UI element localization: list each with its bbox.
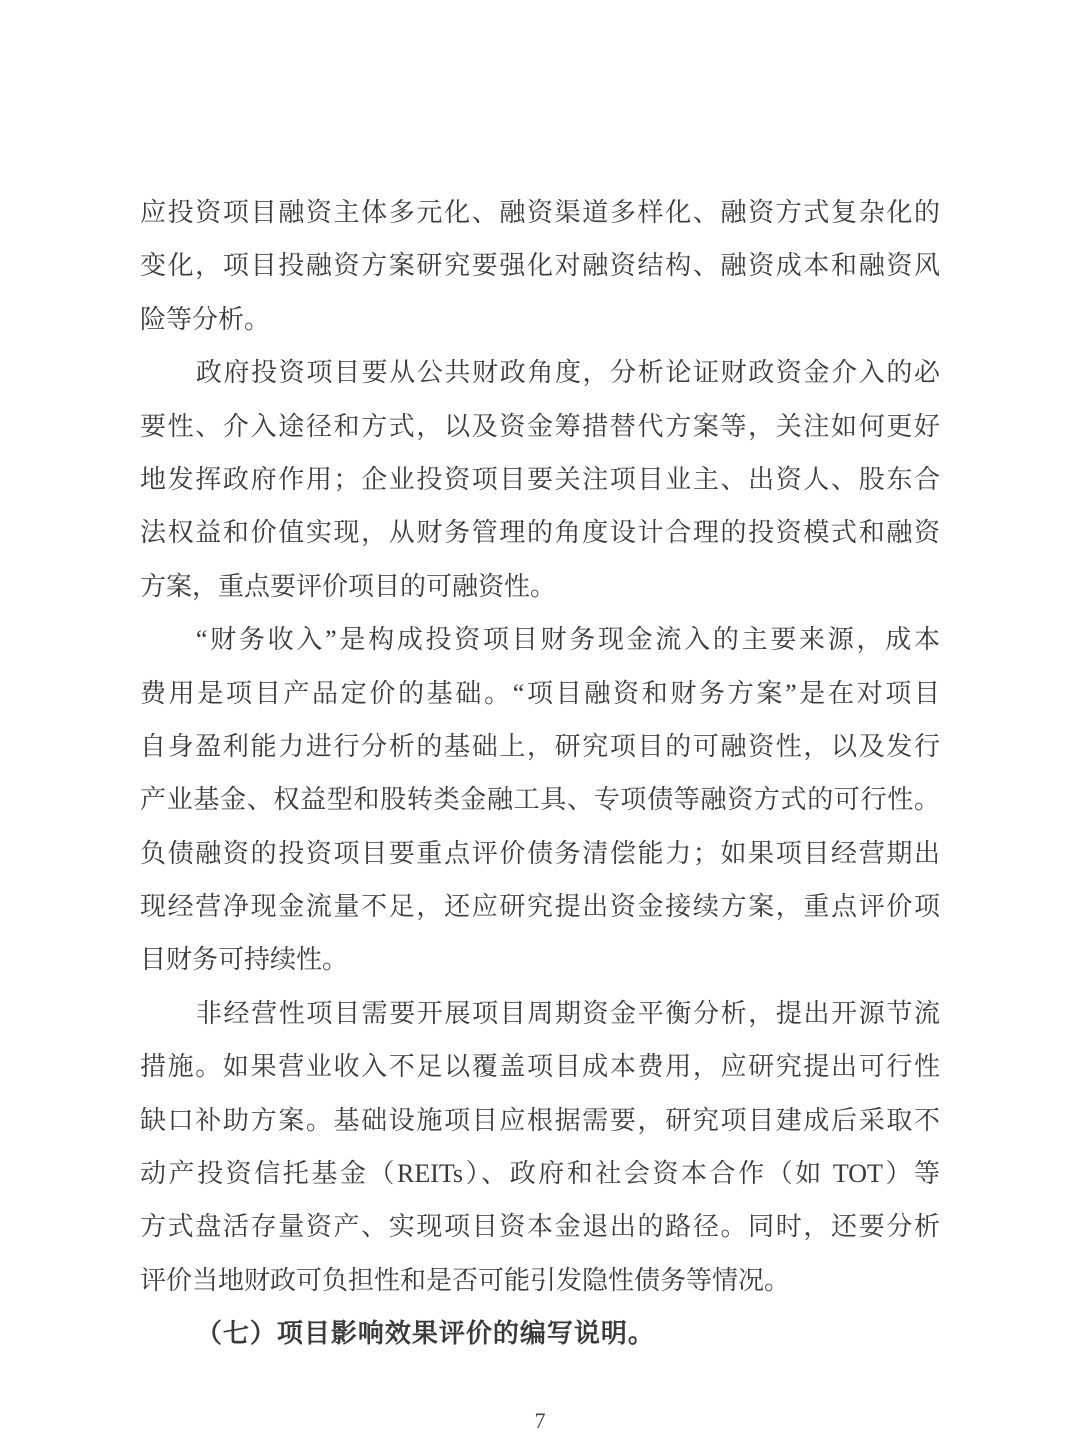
text-line: 现经营净现金流量不足，还应研究提出资金接续方案，重点评价项 xyxy=(140,892,940,922)
text-line: “财务收入”是构成投资项目财务现金流入的主要来源，成本 xyxy=(195,625,940,655)
document-body xyxy=(140,186,940,1361)
text-line: 措施。如果营业收入不足以覆盖项目成本费用，应研究提出可行性 xyxy=(140,1052,940,1082)
text-line: 目财务可持续性。 xyxy=(140,945,349,975)
text-line: 方案，重点要评价项目的可融资性。 xyxy=(140,571,557,601)
text-line: 法权益和价值实现，从财务管理的角度设计合理的投资模式和融资 xyxy=(140,518,940,548)
text-line: 变化，项目投融资方案研究要强化对融资结构、融资成本和融资风 xyxy=(140,251,940,281)
text-line: 应投资项目融资主体多元化、融资渠道多样化、融资方式复杂化的 xyxy=(140,198,940,227)
text-line: 方式盘活存量资产、实现项目资本金退出的路径。同时，还要分析 xyxy=(140,1212,940,1242)
text-line: 评价当地财政可负担性和是否可能引发隐性债务等情况。 xyxy=(140,1265,791,1295)
text-line: 动产投资信托基金（REITs）、政府和社会资本合作（如 TOT）等 xyxy=(140,1159,940,1189)
text-line: 要性、介入途径和方式，以及资金筹措替代方案等，关注如何更好 xyxy=(140,411,940,441)
page-number: 7 xyxy=(534,1408,546,1433)
text-line: 险等分析。 xyxy=(140,304,271,334)
text-line: 费用是项目产品定价的基础。“项目融资和财务方案”是在对项目 xyxy=(140,678,940,708)
section-heading: （七）项目影响效果评价的编写说明。 xyxy=(195,1319,655,1349)
text-line: 产业基金、权益型和股转类金融工具、专项债等融资方式的可行性。 xyxy=(140,785,940,815)
text-line: 缺口补助方案。基础设施项目应根据需要，研究项目建成后采取不 xyxy=(140,1105,940,1135)
text-line: 政府投资项目要从公共财政角度，分析论证财政资金介入的必 xyxy=(195,358,940,388)
text-line: 非经营性项目需要开展项目周期资金平衡分析，提出开源节流 xyxy=(195,998,940,1028)
text-line: 地发挥政府作用；企业投资项目要关注项目业主、出资人、股东合 xyxy=(140,464,940,494)
text-line: 负债融资的投资项目要重点评价债务清偿能力；如果项目经营期出 xyxy=(140,838,940,868)
text-line: 自身盈利能力进行分析的基础上，研究项目的可融资性，以及发行 xyxy=(140,731,940,761)
